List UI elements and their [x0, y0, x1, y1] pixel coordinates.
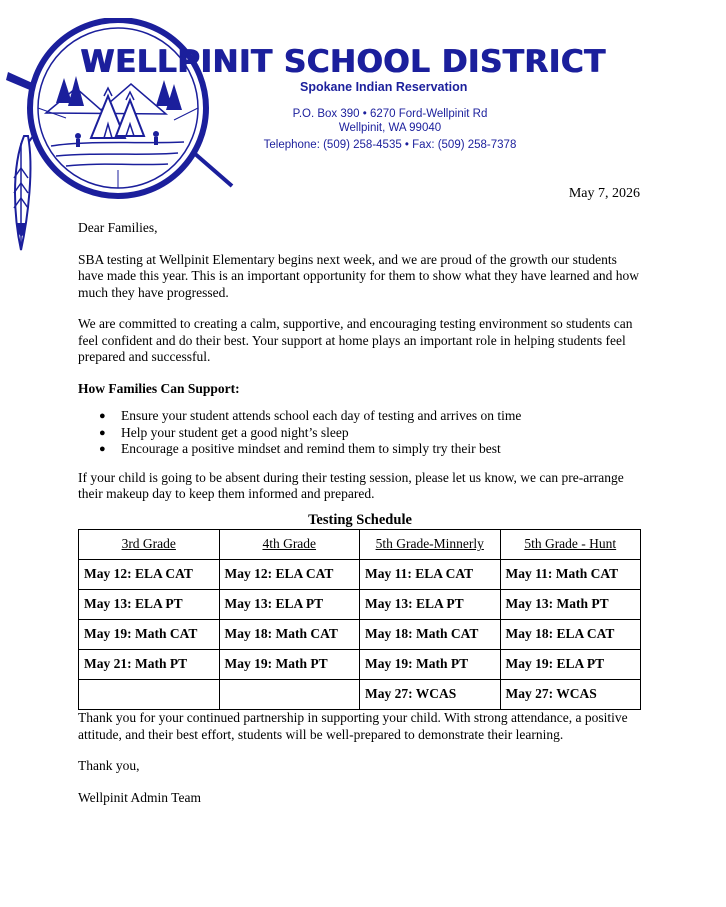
- table-cell: May 19: Math PT: [219, 650, 360, 680]
- table-cell: May 11: ELA CAT: [360, 560, 501, 590]
- table-cell: May 21: Math PT: [79, 650, 220, 680]
- list-item: ● Help your student get a good night’s sleep: [121, 425, 642, 442]
- table-cell: May 18: ELA CAT: [500, 620, 641, 650]
- table-cell: May 13: ELA PT: [360, 590, 501, 620]
- table-cell: May 19: Math CAT: [79, 620, 220, 650]
- table-cell: [79, 680, 220, 710]
- table-cell: May 11: Math CAT: [500, 560, 641, 590]
- table-cell: May 13: ELA PT: [79, 590, 220, 620]
- salutation: Dear Families,: [78, 220, 158, 235]
- district-name: WELLPINIT SCHOOL DISTRICT: [80, 44, 606, 80]
- table-cell: May 27: WCAS: [500, 680, 641, 710]
- table-cell: May 13: Math PT: [500, 590, 641, 620]
- table-row: [79, 590, 641, 620]
- list-item: ● Ensure your student attends school each day of testing and arrives on time: [121, 408, 642, 425]
- table-cell: May 27: WCAS: [360, 680, 501, 710]
- table-header-row: [79, 530, 641, 560]
- paragraph-absence: If your child is going to be absent during their testing session, please let us know, we can pre-arrange their makeup day to keep them informed and prepared.: [78, 469, 624, 501]
- table-row: [79, 650, 641, 680]
- paragraph-closing: Thank you for your continued partnership in supporting your child. With strong attendance, a positive attitude, and their best effort, students will be well-prepared to demonstrate their learning.: [78, 710, 628, 742]
- address-line-1: P.O. Box 390 • 6270 Ford-Wellpinit Rd: [292, 108, 488, 120]
- list-item: ● Encourage a positive mindset and remind them to simply try their best: [121, 441, 642, 458]
- address-line-2: Wellpinit, WA 99040: [338, 122, 442, 134]
- reservation-name: Spokane Indian Reservation: [300, 80, 468, 94]
- letter-body: [78, 220, 642, 821]
- table-row: [79, 680, 641, 710]
- support-heading: How Families Can Support:: [78, 380, 240, 396]
- column-header: 5th Grade-Minnerly: [360, 530, 501, 560]
- contact-line: Telephone: (509) 258-4535 • Fax: (509) 258-7378: [263, 139, 517, 151]
- table-cell: May 12: ELA CAT: [219, 560, 360, 590]
- table-cell: [219, 680, 360, 710]
- thanks: Thank you,: [78, 758, 140, 773]
- table-row: [79, 560, 641, 590]
- table-row: [79, 620, 641, 650]
- letterhead: [0, 0, 726, 255]
- letter-date: May 7, 2026: [568, 186, 640, 201]
- support-list: [78, 408, 642, 458]
- testing-schedule-table: [78, 529, 641, 710]
- table-cell: May 13: ELA PT: [219, 590, 360, 620]
- table-cell: May 18: Math CAT: [219, 620, 360, 650]
- column-header: 3rd Grade: [79, 530, 220, 560]
- table-cell: May 19: ELA PT: [500, 650, 641, 680]
- table-cell: May 19: Math PT: [360, 650, 501, 680]
- column-header: 4th Grade: [219, 530, 360, 560]
- paragraph-intro: SBA testing at Wellpinit Elementary begins next week, and we are proud of the growth our students have made this year. This is an important opportunity for them to show what they have learned and how much they have progressed.: [78, 251, 639, 300]
- table-cell: May 18: Math CAT: [360, 620, 501, 650]
- table-cell: May 12: ELA CAT: [79, 560, 220, 590]
- signature: Wellpinit Admin Team: [78, 789, 201, 805]
- paragraph-environment: We are committed to creating a calm, supportive, and encouraging testing environment so students can feel confident and do their best. Your support at home plays an important role in helping students feel prepared and successful.: [78, 316, 633, 364]
- column-header: 5th Grade - Hunt: [500, 530, 641, 560]
- schedule-title: Testing Schedule: [308, 511, 412, 528]
